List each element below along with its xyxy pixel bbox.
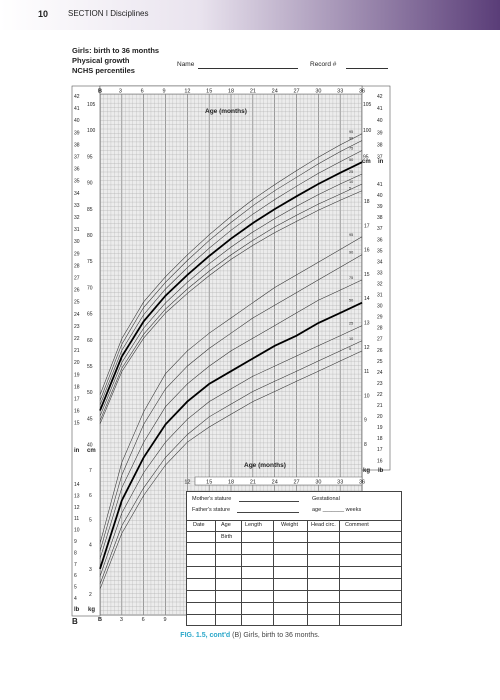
right-cm-unit: cm xyxy=(362,159,371,165)
fathers-stature-line[interactable] xyxy=(237,512,299,513)
left-cm-tick: 45 xyxy=(87,416,93,423)
left-inch-tick: 16 xyxy=(74,408,80,415)
top-age-tick: 27 xyxy=(293,88,300,95)
left-inch-tick: 40 xyxy=(74,118,80,125)
top-age-tick: 6 xyxy=(140,88,144,95)
figure-caption xyxy=(0,632,500,639)
left-kg-tick: 6 xyxy=(89,492,92,499)
bottom-age-tick: 18 xyxy=(228,479,235,486)
table-rule xyxy=(187,602,401,603)
left-lb-tick: 4 xyxy=(74,596,77,602)
left-inch-tick: 17 xyxy=(74,396,80,403)
col-length: Length xyxy=(245,522,262,528)
col-comment: Comment xyxy=(345,522,369,528)
left-inch-tick: 25 xyxy=(74,299,80,306)
right-lb-tick: 29 xyxy=(377,314,383,321)
right-lb-tick: 31 xyxy=(377,292,383,299)
mothers-stature-line[interactable] xyxy=(239,501,299,502)
right-kg-tick: 17 xyxy=(364,223,370,230)
left-in-unit: in xyxy=(74,448,80,454)
left-inch-tick: 21 xyxy=(74,348,80,355)
left-inch-tick: 41 xyxy=(74,106,80,113)
bottom-age-tick: 27 xyxy=(293,479,300,486)
right-kg-tick: 10 xyxy=(364,393,370,400)
top-age-tick: 33 xyxy=(337,88,344,95)
weight-p10-label: 10 xyxy=(349,336,354,341)
col-weight: Weight xyxy=(281,522,299,528)
right-lb-tick: 38 xyxy=(377,215,383,222)
left-cm-tick: 65 xyxy=(87,311,93,318)
length-p25-label: 25 xyxy=(349,169,354,174)
right-lb-tick: 21 xyxy=(377,403,383,409)
left-cm-tick: 70 xyxy=(87,285,93,292)
left-cm-tick: 105 xyxy=(87,102,96,108)
bottom-age-tick: 36 xyxy=(359,479,366,486)
top-age-tick: 15 xyxy=(206,88,213,95)
lower-birth-tick: B xyxy=(98,617,102,623)
right-kg-tick: 8 xyxy=(364,442,367,448)
bottom-age-tick: 24 xyxy=(271,479,278,486)
table-divider xyxy=(307,520,308,625)
length-p95-label: 95 xyxy=(349,129,354,134)
left-inch-tick: 19 xyxy=(74,372,80,379)
left-cm-tick: 95 xyxy=(87,154,93,161)
right-lb-tick: 33 xyxy=(377,270,383,277)
right-kg-tick: 12 xyxy=(364,344,370,351)
right-kg-tick: 13 xyxy=(364,320,370,327)
top-age-axis-label: Age (months) xyxy=(205,108,247,115)
left-inch-tick: 39 xyxy=(74,130,80,137)
top-age-tick: 3 xyxy=(118,88,122,95)
lower-age-tick: 3 xyxy=(119,617,123,623)
lower-age-tick: 9 xyxy=(163,617,167,623)
left-inch-tick: 23 xyxy=(74,323,80,330)
table-divider xyxy=(273,520,274,625)
right-inch-tick: 40 xyxy=(377,118,383,125)
panel-letter: B xyxy=(72,617,78,626)
left-inch-tick: 18 xyxy=(74,384,80,391)
right-kg-tick: 16 xyxy=(364,247,370,254)
left-inch-tick: 29 xyxy=(74,251,80,258)
left-inch-tick: 36 xyxy=(74,166,80,173)
right-lb-tick: 16 xyxy=(377,458,383,465)
top-age-tick: 18 xyxy=(228,88,235,95)
left-inch-tick: 24 xyxy=(74,311,80,318)
top-age-tick: 9 xyxy=(162,88,166,95)
lower-age-tick: 6 xyxy=(141,617,145,623)
right-lb-tick: 17 xyxy=(377,447,383,454)
page-number: 10 xyxy=(38,9,49,19)
weight-p25-label: 25 xyxy=(349,321,354,326)
right-lb-tick: 35 xyxy=(377,248,383,255)
right-lb-tick: 26 xyxy=(377,347,383,354)
table-divider xyxy=(241,520,242,625)
left-lb-tick: 14 xyxy=(74,482,80,488)
table-rule xyxy=(187,520,401,521)
gestational-age-label: age _______ weeks xyxy=(312,507,362,513)
bottom-age-axis-label: Age (months) xyxy=(244,462,286,469)
top-age-tick: 12 xyxy=(184,88,191,95)
caption-label: FIG. 1.5, cont'd xyxy=(180,632,231,639)
right-lb-tick: 28 xyxy=(377,325,383,332)
right-kg-tick: 9 xyxy=(364,417,367,424)
left-cm-tick: 40 xyxy=(87,442,93,449)
fathers-stature-label: Father's stature xyxy=(192,507,231,513)
chart-subtitle-2: NCHS percentiles xyxy=(72,66,135,75)
table-divider xyxy=(215,520,216,625)
table-rule xyxy=(187,554,401,555)
left-cm-unit: cm xyxy=(87,448,96,454)
weight-p5-label: 5 xyxy=(349,346,352,351)
left-inch-tick: 27 xyxy=(74,275,80,282)
left-lb-tick: 5 xyxy=(74,584,77,591)
table-rule xyxy=(187,566,401,567)
right-lb-tick: 39 xyxy=(377,204,383,211)
col-head-circ: Head circ. xyxy=(311,522,336,528)
right-lb-tick: 20 xyxy=(377,414,383,421)
gestational-label: Gestational xyxy=(312,496,340,502)
right-kg-tick: 15 xyxy=(364,271,370,278)
right-lb-tick: 41 xyxy=(377,182,383,188)
left-kg-tick: 5 xyxy=(89,517,92,524)
top-age-tick: 36 xyxy=(359,88,366,95)
left-lb-tick: 13 xyxy=(74,493,80,500)
right-inch-tick: 41 xyxy=(377,106,383,113)
right-lb-tick: 25 xyxy=(377,358,383,365)
chart-subtitle-1: Physical growth xyxy=(72,56,130,65)
left-cm-tick: 75 xyxy=(87,259,93,266)
left-lb-unit: lb xyxy=(74,607,80,613)
left-cm-tick: 85 xyxy=(87,206,93,213)
left-lb-tick: 6 xyxy=(74,573,77,580)
right-kg-tick: 18 xyxy=(364,199,370,205)
table-rule xyxy=(187,542,401,543)
length-p5-label: 5 xyxy=(349,186,352,191)
right-lb-tick: 27 xyxy=(377,336,383,343)
right-kg-tick: 11 xyxy=(364,369,370,376)
right-cm-tick: 95 xyxy=(363,154,369,161)
left-kg-tick: 7 xyxy=(89,468,92,474)
right-lb-unit: lb xyxy=(378,468,384,474)
left-cm-tick: 100 xyxy=(87,128,96,135)
bottom-age-tick: 15 xyxy=(206,479,213,486)
weight-p75-label: 75 xyxy=(349,275,354,280)
table-divider xyxy=(339,520,340,625)
caption-text: (B) Girls, birth to 36 months. xyxy=(232,632,320,639)
table-rule xyxy=(187,590,401,591)
left-cm-tick: 90 xyxy=(87,180,93,187)
left-inch-tick: 33 xyxy=(74,202,80,209)
right-lb-tick: 34 xyxy=(377,259,383,266)
table-rule xyxy=(187,531,401,532)
top-birth-tick: B xyxy=(98,88,102,95)
top-age-tick: 21 xyxy=(249,88,256,95)
right-lb-tick: 36 xyxy=(377,237,383,244)
bottom-age-tick: 33 xyxy=(337,479,344,486)
bottom-age-tick: 30 xyxy=(315,479,322,486)
left-inch-tick: 34 xyxy=(74,190,80,197)
left-inch-tick: 30 xyxy=(74,239,80,246)
right-lb-tick: 32 xyxy=(377,281,383,288)
right-kg-unit: kg xyxy=(363,468,371,474)
left-inch-tick: 28 xyxy=(74,263,80,270)
left-inch-tick: 31 xyxy=(74,227,80,234)
chart-title: Girls: birth to 36 months xyxy=(72,46,160,55)
length-p10-label: 10 xyxy=(349,180,354,185)
col-date: Date xyxy=(193,522,205,528)
mothers-stature-label: Mother's stature xyxy=(192,496,232,502)
right-lb-tick: 30 xyxy=(377,303,383,310)
col-age: Age xyxy=(221,522,231,528)
first-row-age: Birth xyxy=(221,534,233,540)
left-kg-tick: 4 xyxy=(89,542,92,549)
left-inch-tick: 26 xyxy=(74,287,80,294)
right-lb-tick: 18 xyxy=(377,436,383,443)
top-age-tick: 30 xyxy=(315,88,322,95)
left-lb-tick: 10 xyxy=(74,527,80,534)
name-label: Name xyxy=(177,61,195,68)
top-age-tick: 24 xyxy=(271,88,278,95)
right-lb-tick: 24 xyxy=(377,369,383,376)
right-inch-tick: 42 xyxy=(377,94,383,100)
left-lb-tick: 7 xyxy=(74,561,77,568)
left-cm-tick: 55 xyxy=(87,364,93,370)
left-inch-tick: 37 xyxy=(74,154,80,161)
right-inch-tick: 37 xyxy=(377,154,383,161)
right-cm-tick: 100 xyxy=(363,128,372,135)
left-kg-tick: 2 xyxy=(89,592,92,598)
left-lb-tick: 8 xyxy=(74,550,77,557)
left-lb-tick: 11 xyxy=(74,516,80,523)
left-inch-tick: 22 xyxy=(74,336,80,342)
right-in-unit: in xyxy=(378,159,384,165)
section-title: SECTION I Disciplines xyxy=(68,9,149,18)
left-lb-tick: 9 xyxy=(74,539,77,545)
right-lb-tick: 19 xyxy=(377,425,383,432)
bottom-age-tick: 12 xyxy=(184,479,191,486)
measurement-form xyxy=(186,491,402,626)
length-p90-label: 90 xyxy=(349,136,354,141)
left-kg-unit: kg xyxy=(88,607,96,613)
measurement-table xyxy=(187,520,401,625)
left-cm-tick: 50 xyxy=(87,390,93,397)
right-inch-tick: 39 xyxy=(377,130,383,137)
table-rule xyxy=(187,614,401,615)
left-lb-tick: 12 xyxy=(74,504,80,511)
left-inch-tick: 20 xyxy=(74,360,80,367)
left-inch-tick: 15 xyxy=(74,420,80,427)
weight-p90-label: 90 xyxy=(349,250,354,255)
left-inch-tick: 42 xyxy=(74,94,80,100)
right-cm-tick: 105 xyxy=(363,102,372,108)
right-kg-tick: 14 xyxy=(364,296,370,303)
right-scale-strip xyxy=(362,86,390,470)
left-cm-tick: 60 xyxy=(87,337,93,344)
length-p50-label: 50 xyxy=(349,158,354,163)
left-cm-tick: 80 xyxy=(87,233,93,239)
left-kg-tick: 3 xyxy=(89,567,92,574)
weight-p50-label: 50 xyxy=(349,298,354,303)
record-label: Record # xyxy=(310,61,337,68)
right-lb-tick: 23 xyxy=(377,380,383,387)
table-rule xyxy=(187,578,401,579)
length-p75-label: 75 xyxy=(349,146,354,151)
right-lb-tick: 37 xyxy=(377,226,383,233)
bottom-age-tick: 21 xyxy=(249,479,256,486)
left-inch-tick: 38 xyxy=(74,142,80,149)
right-lb-tick: 22 xyxy=(377,391,383,398)
right-inch-tick: 38 xyxy=(377,142,383,149)
left-inch-tick: 32 xyxy=(74,215,80,221)
left-inch-tick: 35 xyxy=(74,178,80,185)
right-lb-tick: 40 xyxy=(377,193,383,200)
weight-p95-label: 95 xyxy=(349,232,354,237)
